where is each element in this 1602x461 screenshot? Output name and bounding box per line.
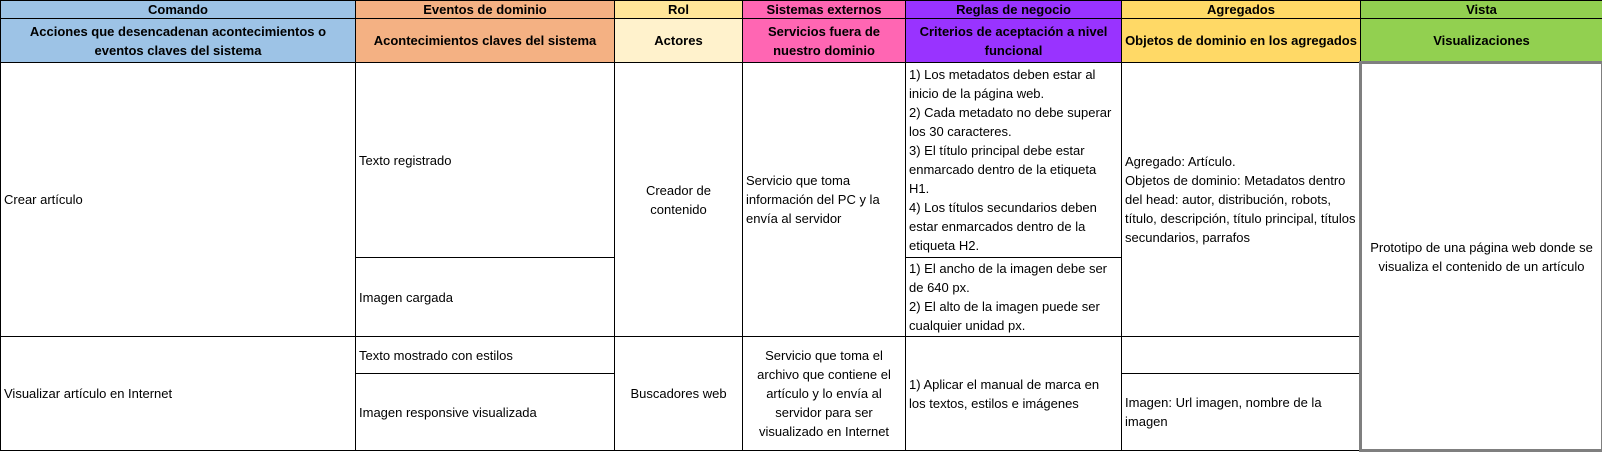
subheader-eventos[interactable]: Acontecimientos claves del sistema: [356, 19, 615, 63]
header-eventos[interactable]: Eventos de dominio: [356, 1, 615, 19]
header-agregados[interactable]: Agregados: [1122, 1, 1361, 19]
cell-comando-crear[interactable]: Crear artículo: [1, 63, 356, 337]
table-row: [1, 63, 1602, 258]
agregado-line: Agregado: Artículo.: [1125, 154, 1236, 169]
cell-reglas-texto[interactable]: [906, 63, 1122, 258]
cell-evento-imagen-cargada[interactable]: Imagen cargada: [356, 258, 615, 337]
regla-item: 1) Los metadatos deben estar al inicio de la página web.: [909, 67, 1096, 101]
regla-item: 4) Los títulos secundarios deben estar enmarcados dentro de la etiqueta H2.: [909, 200, 1097, 253]
cell-agregado-vacio[interactable]: [1122, 337, 1361, 374]
subheader-agregados[interactable]: Objetos de dominio en los agregados: [1122, 19, 1361, 63]
cell-sistema-archivo[interactable]: Servicio que toma el archivo que contiene el artículo y lo envía al servidor para ser visualizado en Internet: [743, 337, 906, 451]
cell-rol-creador[interactable]: Creador de contenido: [615, 63, 743, 337]
header-comando[interactable]: Comando: [1, 1, 356, 19]
header-sistemas[interactable]: Sistemas externos: [743, 1, 906, 19]
header-vista[interactable]: Vista: [1361, 1, 1602, 19]
cell-reglas-imagen[interactable]: [906, 258, 1122, 337]
cell-reglas-manual-marca[interactable]: 1) Aplicar el manual de marca en los textos, estilos e imágenes: [906, 337, 1122, 451]
cell-evento-imagen-responsive[interactable]: Imagen responsive visualizada: [356, 374, 615, 451]
cell-evento-texto-mostrado[interactable]: Texto mostrado con estilos: [356, 337, 615, 374]
cell-comando-visualizar[interactable]: Visualizar artículo en Internet: [1, 337, 356, 451]
subheader-reglas[interactable]: Criterios de aceptación a nivel funcional: [906, 19, 1122, 63]
cell-rol-buscadores[interactable]: Buscadores web: [615, 337, 743, 451]
cell-agregado-imagen[interactable]: Imagen: Url imagen, nombre de la imagen: [1122, 374, 1361, 451]
cell-sistema-pc[interactable]: Servicio que toma información del PC y la envía al servidor: [743, 63, 906, 337]
subheader-rol[interactable]: Actores: [615, 19, 743, 63]
header-reglas[interactable]: Reglas de negocio: [906, 1, 1122, 19]
regla-item: 1) El ancho de la imagen debe ser de 640 px.: [909, 261, 1108, 295]
header-row-subtitles: [1, 19, 1602, 63]
cell-agregado-articulo[interactable]: [1122, 63, 1361, 337]
header-rol[interactable]: Rol: [615, 1, 743, 19]
subheader-vista[interactable]: Visualizaciones: [1361, 19, 1602, 63]
cell-vista-prototipo[interactable]: Prototipo de una página web donde se visualiza el contenido de un artículo: [1361, 63, 1602, 451]
header-row-titles: [1, 1, 1602, 19]
regla-item: 2) Cada metadato no debe superar los 30 caracteres.: [909, 105, 1112, 139]
regla-item: 3) El título principal debe estar enmarcado dentro de la etiqueta H1.: [909, 143, 1097, 196]
agregado-line: Objetos de dominio: Metadatos dentro del head: autor, distribución, robots, título, descripción, título principal, títulos secundarios, parrafos: [1125, 173, 1356, 245]
cell-evento-texto-registrado[interactable]: Texto registrado: [356, 63, 615, 258]
subheader-comando[interactable]: Acciones que desencadenan acontecimientos o eventos claves del sistema: [1, 19, 356, 63]
subheader-sistemas[interactable]: Servicios fuera de nuestro dominio: [743, 19, 906, 63]
regla-item: 2) El alto de la imagen puede ser cualquier unidad px.: [909, 299, 1100, 333]
